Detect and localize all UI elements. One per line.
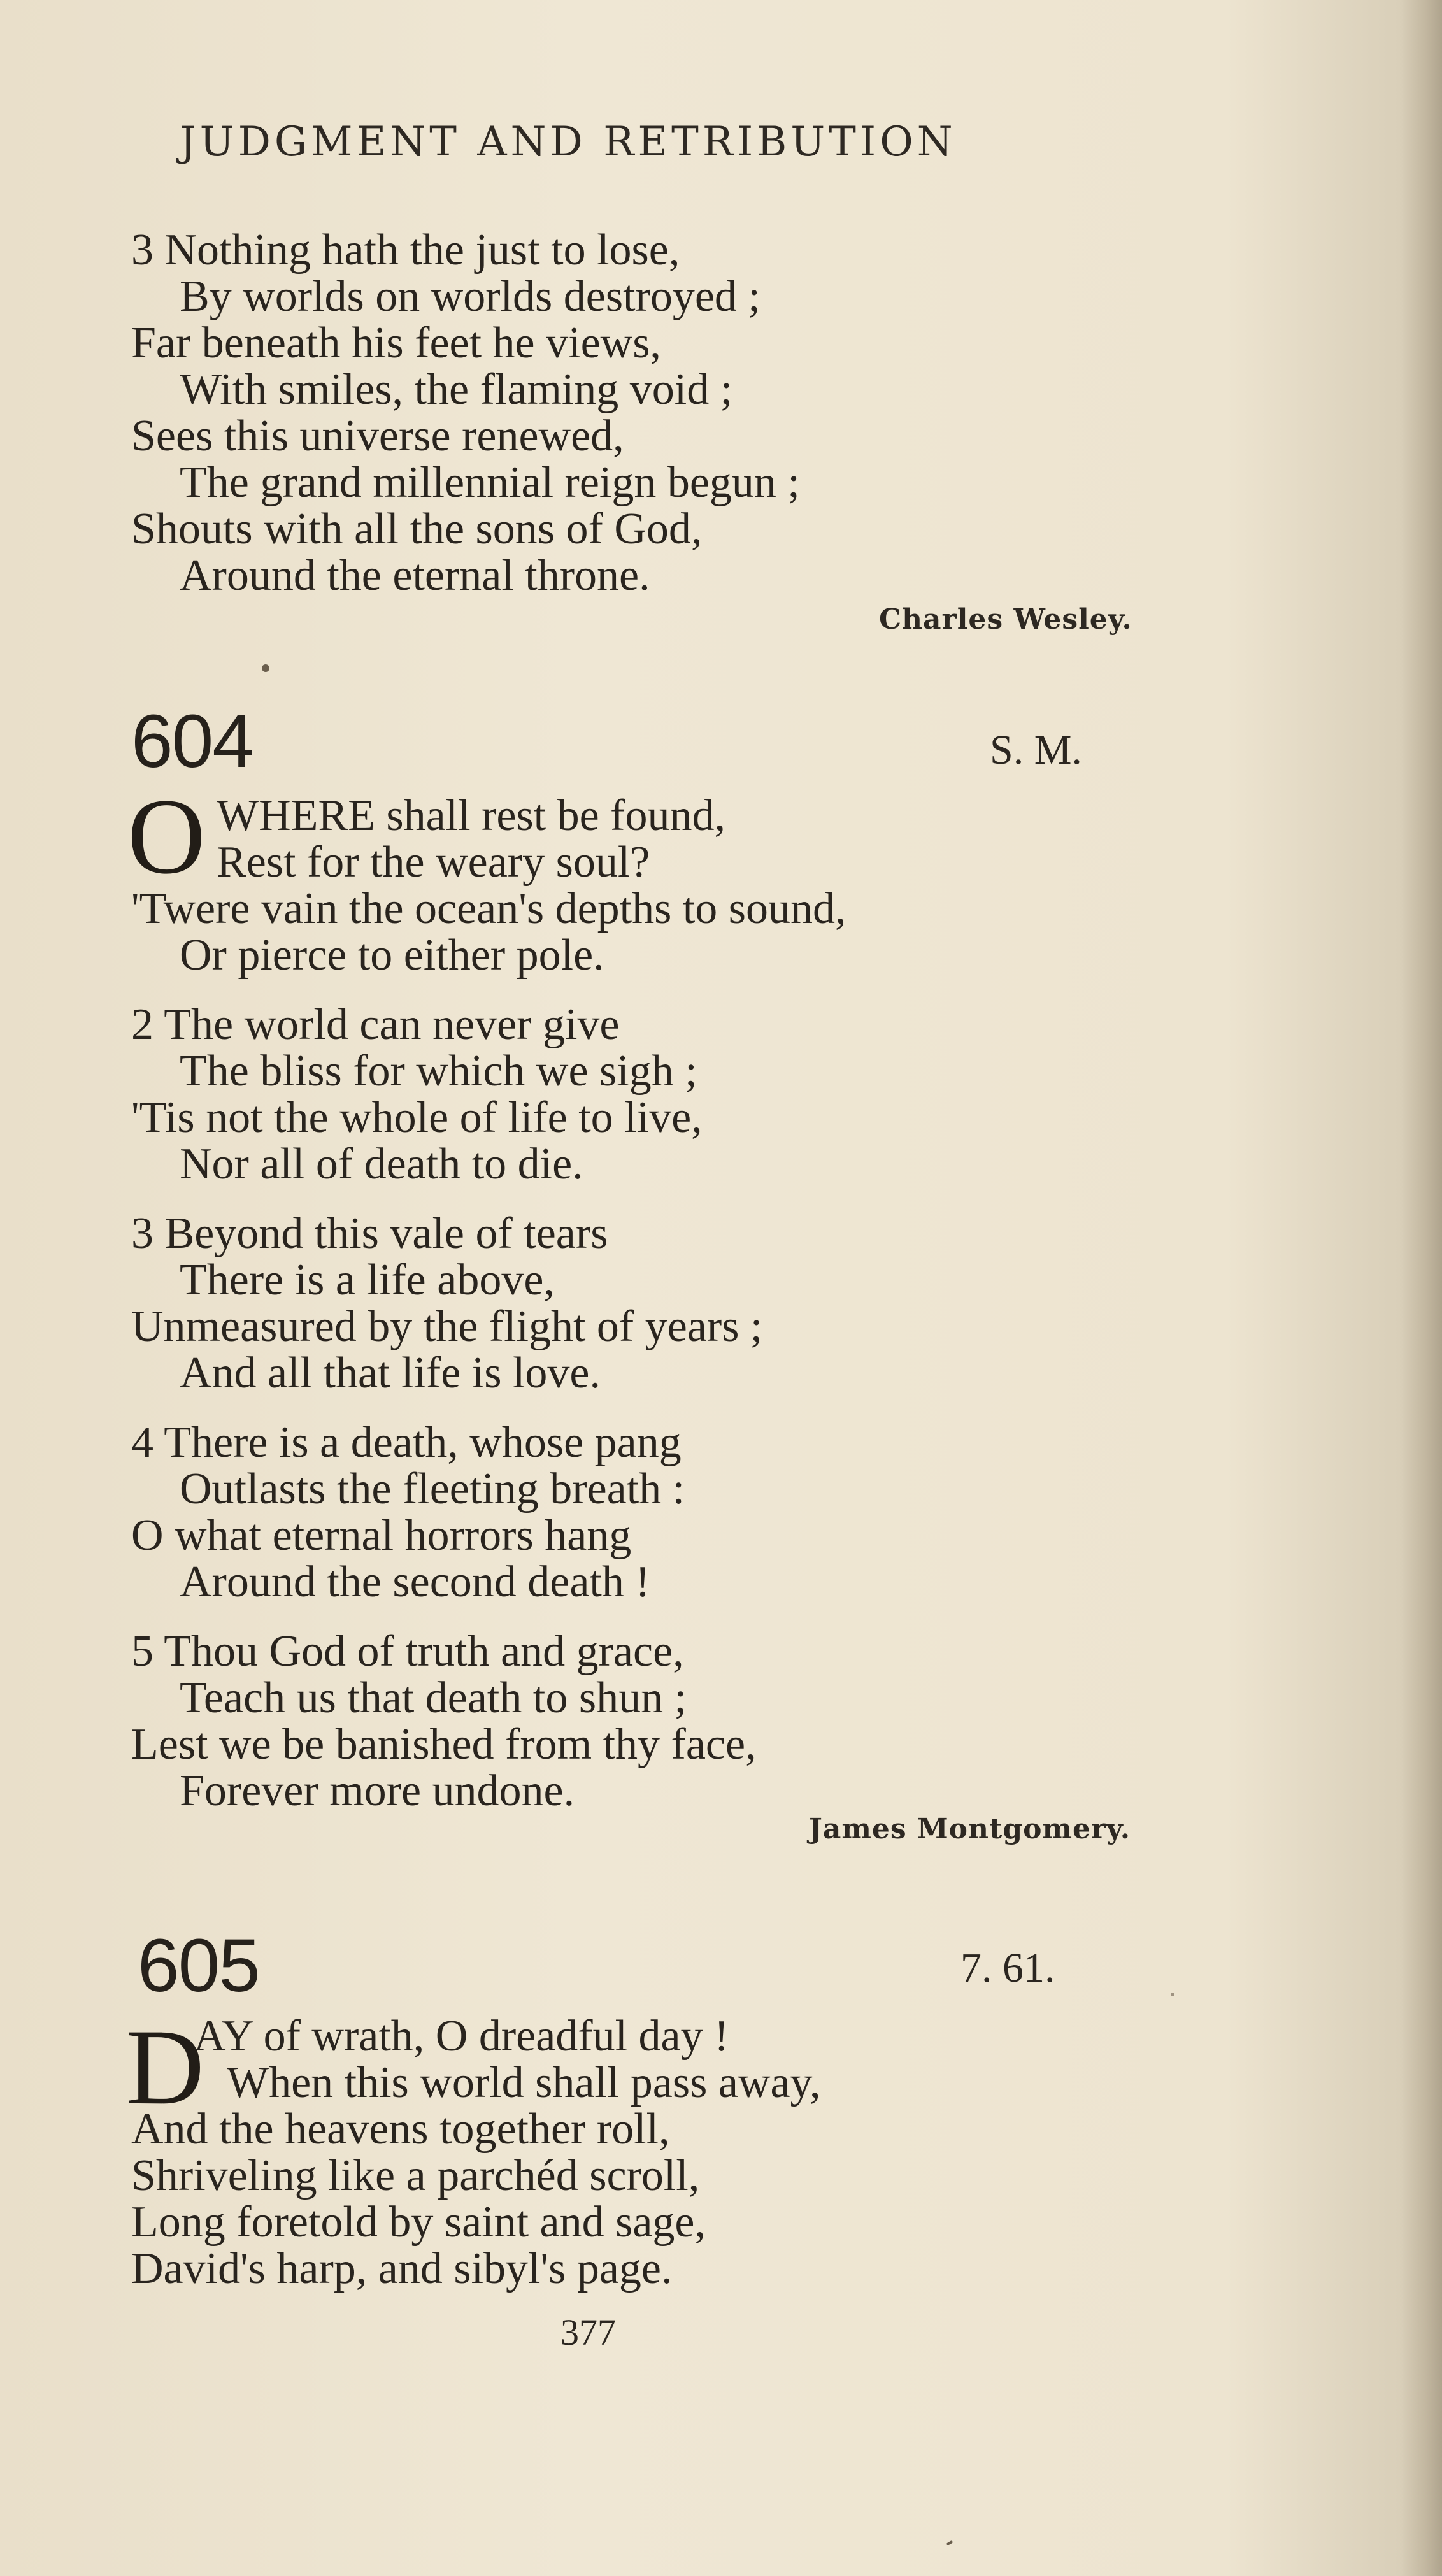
hymn-604-line: WHERE shall rest be found,	[217, 791, 725, 840]
hymn-604-line: 'Tis not the whole of life to live,	[131, 1093, 703, 1142]
running-head: JUDGMENT AND RETRIBUTION	[180, 118, 957, 166]
hymn-604-line: 'Twere vain the ocean's depths to sound,	[131, 884, 846, 933]
hymn-604-line: 3 Beyond this vale of tears	[131, 1209, 608, 1258]
hymn-604-line: 2 The world can never give	[131, 1000, 620, 1049]
hymn-603-line: By worlds on worlds destroyed ;	[180, 272, 760, 321]
hymn-605-line: AY of wrath, O dreadful day !	[194, 2012, 729, 2061]
hymn-603-line: Around the eternal throne.	[180, 551, 650, 600]
hymn-604-line: Lest we be banished from thy face,	[131, 1720, 757, 1769]
hymn-605-line: When this world shall pass away,	[227, 2058, 821, 2107]
ink-speck	[262, 664, 269, 672]
ink-speck	[1171, 1993, 1174, 1996]
ink-speck	[946, 2540, 953, 2545]
hymn-604-meter: S. M.	[990, 727, 1082, 773]
hymn-604-author: James Montgomery.	[809, 1813, 1131, 1845]
hymn-604-line: 5 Thou God of truth and grace,	[131, 1627, 684, 1676]
hymn-604-line: Unmeasured by the flight of years ;	[131, 1302, 763, 1351]
hymn-605-meter: 7. 61.	[960, 1945, 1055, 1991]
hymn-603-line: With smiles, the flaming void ;	[180, 365, 733, 414]
hymn-604-line: O what eternal horrors hang	[131, 1511, 632, 1560]
hymn-604-line: Nor all of death to die.	[180, 1140, 583, 1189]
hymn-605-dropcap: D	[126, 2007, 204, 2127]
hymn-603-line: Shouts with all the sons of God,	[131, 504, 703, 554]
hymn-603-line: Sees this universe renewed,	[131, 411, 624, 461]
hymn-605-line: And the heavens together roll,	[131, 2105, 670, 2154]
page-number: 377	[560, 2312, 616, 2353]
hymn-604-line: Teach us that death to shun ;	[180, 1673, 687, 1722]
hymn-604-line: The bliss for which we sigh ;	[180, 1047, 697, 1096]
hymn-604-line: 4 There is a death, whose pang	[131, 1418, 682, 1467]
hymn-605-line: Long foretold by saint and sage,	[131, 2198, 706, 2247]
hymn-603-line: Far beneath his feet he views,	[131, 318, 661, 368]
hymn-605-line: David's harp, and sibyl's page.	[131, 2244, 673, 2293]
hymn-604-line: Forever more undone.	[180, 1766, 575, 1815]
hymn-604-line: Or pierce to either pole.	[180, 931, 604, 980]
hymn-605-line: Shriveling like a parchéd scroll,	[131, 2151, 700, 2200]
hymn-604-line: Outlasts the fleeting breath :	[180, 1464, 685, 1513]
hymn-603-line: 3 Nothing hath the just to lose,	[131, 225, 680, 275]
hymn-604-dropcap: O	[127, 776, 206, 896]
hymn-604-line: And all that life is love.	[180, 1349, 601, 1398]
book-spine-shadow	[1401, 0, 1442, 2576]
hymn-604-line: There is a life above,	[180, 1256, 555, 1305]
hymn-604-number: 604	[131, 699, 253, 784]
hymn-604-line: Around the second death !	[180, 1557, 650, 1606]
hymn-604-line: Rest for the weary soul?	[217, 838, 650, 887]
hymn-603-line: The grand millennial reign begun ;	[180, 458, 800, 507]
hymn-603-author: Charles Wesley.	[879, 603, 1132, 636]
hymn-605-number: 605	[138, 1924, 259, 2008]
